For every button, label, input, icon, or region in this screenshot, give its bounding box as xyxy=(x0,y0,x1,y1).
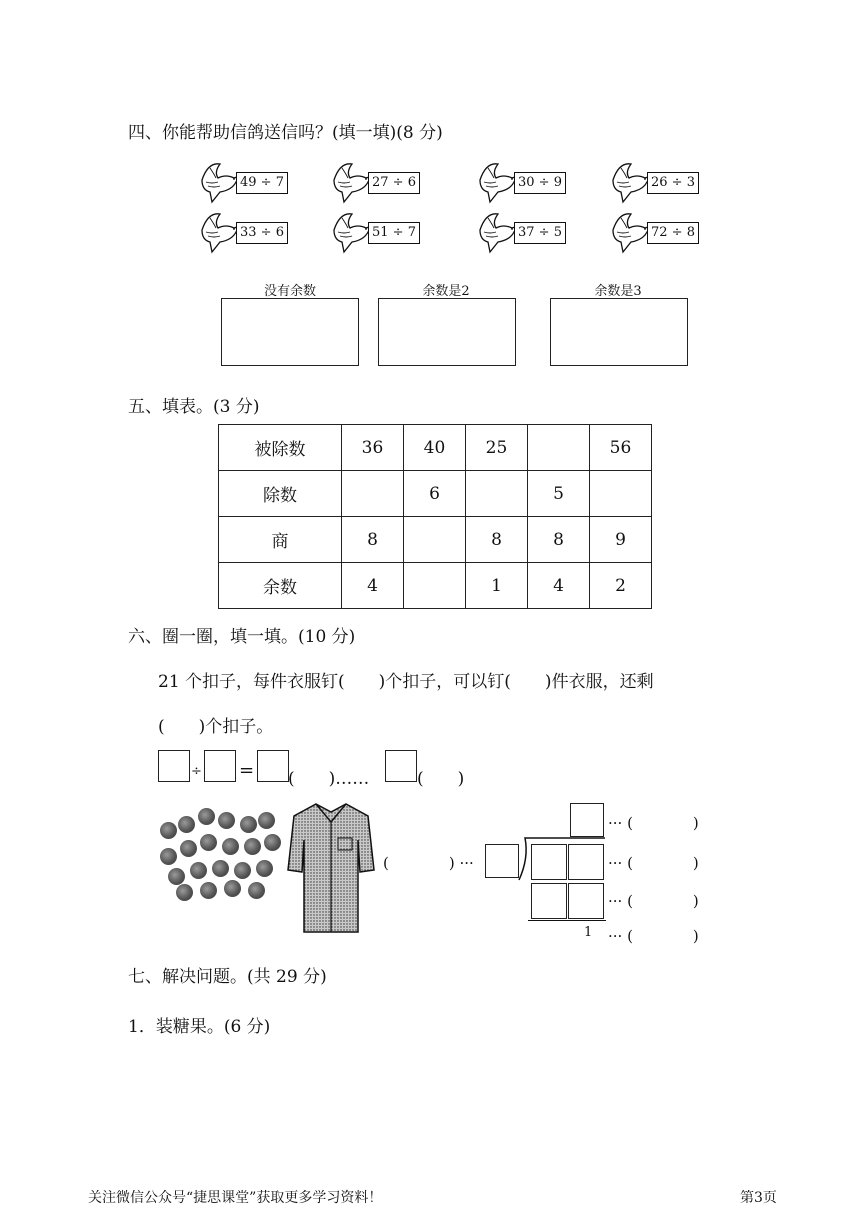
ld-row2-blank: ··· ( ) xyxy=(608,854,699,872)
division-expression: 30 ÷ 9 xyxy=(514,172,566,194)
button-circle[interactable] xyxy=(256,860,273,877)
bin-box-remainder-3[interactable] xyxy=(550,298,688,366)
equal-sign: = xyxy=(239,760,255,781)
division-expression: 49 ÷ 7 xyxy=(236,172,288,194)
quotient-box[interactable] xyxy=(257,750,289,782)
ld-row1-blank: ··· ( ) xyxy=(608,814,699,832)
row-header: 余数 xyxy=(219,563,342,609)
problem-line-1: 21 个扣子，每件衣服钉( )个扣子，可以钉( )件衣服，还剩 xyxy=(158,672,654,692)
ld-rule xyxy=(528,920,606,921)
ld-quotient-box[interactable] xyxy=(570,803,604,837)
table-cell: 8 xyxy=(342,517,404,563)
table-cell: 56 xyxy=(590,425,652,471)
quotient-unit-blank: ( )…… xyxy=(288,769,370,789)
table-cell: 9 xyxy=(590,517,652,563)
divisor-box[interactable] xyxy=(204,750,236,782)
division-expression: 72 ÷ 8 xyxy=(647,222,699,244)
section6-title: 六、圈一圈，填一填。(10 分) xyxy=(128,627,356,647)
row-header: 除数 xyxy=(219,471,342,517)
button-circle[interactable] xyxy=(224,880,241,897)
pigeon-card[interactable] xyxy=(198,210,298,256)
bin-label-no-remainder: 没有余数 xyxy=(263,284,316,299)
pigeon-card[interactable] xyxy=(330,160,430,206)
table-row xyxy=(219,563,652,609)
button-circle[interactable] xyxy=(234,862,251,879)
table-cell: 8 xyxy=(466,517,528,563)
ld-remainder-digit: 1 xyxy=(584,925,593,940)
button-circle[interactable] xyxy=(248,882,265,899)
table-cell-blank[interactable] xyxy=(590,471,652,517)
button-circle[interactable] xyxy=(258,812,275,829)
pigeon-card[interactable] xyxy=(609,160,709,206)
footer-note: 关注微信公众号“捷思课堂”获取更多学习资料！ xyxy=(88,1190,383,1206)
table-cell: 5 xyxy=(528,471,590,517)
division-expression: 26 ÷ 3 xyxy=(647,172,699,194)
pigeon-card[interactable] xyxy=(330,210,430,256)
button-circle[interactable] xyxy=(200,834,217,851)
division-expression: 37 ÷ 5 xyxy=(514,222,566,244)
bin-label-remainder-3: 余数是3 xyxy=(594,284,642,299)
remainder-box[interactable] xyxy=(385,750,417,782)
button-circle[interactable] xyxy=(190,862,207,879)
problem-line-2: ( )个扣子。 xyxy=(158,717,274,737)
section4-title: 四、你能帮助信鸽送信吗？(填一填)(8 分) xyxy=(128,123,443,143)
table-cell: 6 xyxy=(404,471,466,517)
ld-product-box-2[interactable] xyxy=(568,883,604,919)
button-circle[interactable] xyxy=(244,838,261,855)
ld-divisor-box[interactable] xyxy=(485,844,519,878)
division-expression: 27 ÷ 6 xyxy=(368,172,420,194)
pigeon-card[interactable] xyxy=(476,160,576,206)
dividend-box[interactable] xyxy=(158,750,190,782)
table-row xyxy=(219,517,652,563)
button-circle[interactable] xyxy=(218,812,235,829)
bin-box-no-remainder[interactable] xyxy=(221,298,359,366)
table-cell: 2 xyxy=(590,563,652,609)
button-circle[interactable] xyxy=(200,882,217,899)
table-cell: 4 xyxy=(528,563,590,609)
table-cell-blank[interactable] xyxy=(404,563,466,609)
divide-sign: ÷ xyxy=(191,764,202,779)
button-circle[interactable] xyxy=(212,860,229,877)
division-expression: 33 ÷ 6 xyxy=(236,222,288,244)
ld-product-box-1[interactable] xyxy=(531,883,567,919)
table-row xyxy=(219,425,652,471)
table-cell-blank[interactable] xyxy=(342,471,404,517)
table-cell: 40 xyxy=(404,425,466,471)
pigeon-card[interactable] xyxy=(198,160,298,206)
page-number: 第3页 xyxy=(740,1190,777,1206)
division-expression: 51 ÷ 7 xyxy=(368,222,420,244)
table-cell: 4 xyxy=(342,563,404,609)
table-cell-blank[interactable] xyxy=(528,425,590,471)
table-cell: 8 xyxy=(528,517,590,563)
button-circle[interactable] xyxy=(160,822,177,839)
button-circle[interactable] xyxy=(178,816,195,833)
row-header: 被除数 xyxy=(219,425,342,471)
table-cell-blank[interactable] xyxy=(466,471,528,517)
table-row xyxy=(219,471,652,517)
button-circle[interactable] xyxy=(168,868,185,885)
row-header: 商 xyxy=(219,517,342,563)
section7-title: 七、解决问题。(共 29 分) xyxy=(128,967,327,987)
table-cell-blank[interactable] xyxy=(404,517,466,563)
ld-row4-blank: ··· ( ) xyxy=(608,927,699,945)
button-circle[interactable] xyxy=(240,816,257,833)
bin-label-remainder-2: 余数是2 xyxy=(422,284,470,299)
pigeon-card[interactable] xyxy=(609,210,709,256)
shirt-icon xyxy=(286,800,376,938)
ld-divisor-blank: ( ) ··· xyxy=(383,854,474,872)
button-circle[interactable] xyxy=(198,808,215,825)
section5-title: 五、填表。(3 分) xyxy=(128,397,260,417)
question-1: 1．装糖果。(6 分) xyxy=(128,1017,271,1037)
pigeon-card[interactable] xyxy=(476,210,576,256)
button-circle[interactable] xyxy=(264,834,281,851)
ld-dividend-box-1[interactable] xyxy=(531,844,567,880)
table-cell: 1 xyxy=(466,563,528,609)
table-cell: 36 xyxy=(342,425,404,471)
bin-box-remainder-2[interactable] xyxy=(378,298,516,366)
table-cell: 25 xyxy=(466,425,528,471)
division-table xyxy=(218,424,652,609)
remainder-unit-blank: ( ) xyxy=(417,769,465,789)
button-circle[interactable] xyxy=(222,838,239,855)
ld-row3-blank: ··· ( ) xyxy=(608,892,699,910)
button-circle[interactable] xyxy=(180,840,197,857)
button-circle[interactable] xyxy=(160,848,177,865)
button-circle[interactable] xyxy=(176,884,193,901)
ld-dividend-box-2[interactable] xyxy=(568,844,604,880)
